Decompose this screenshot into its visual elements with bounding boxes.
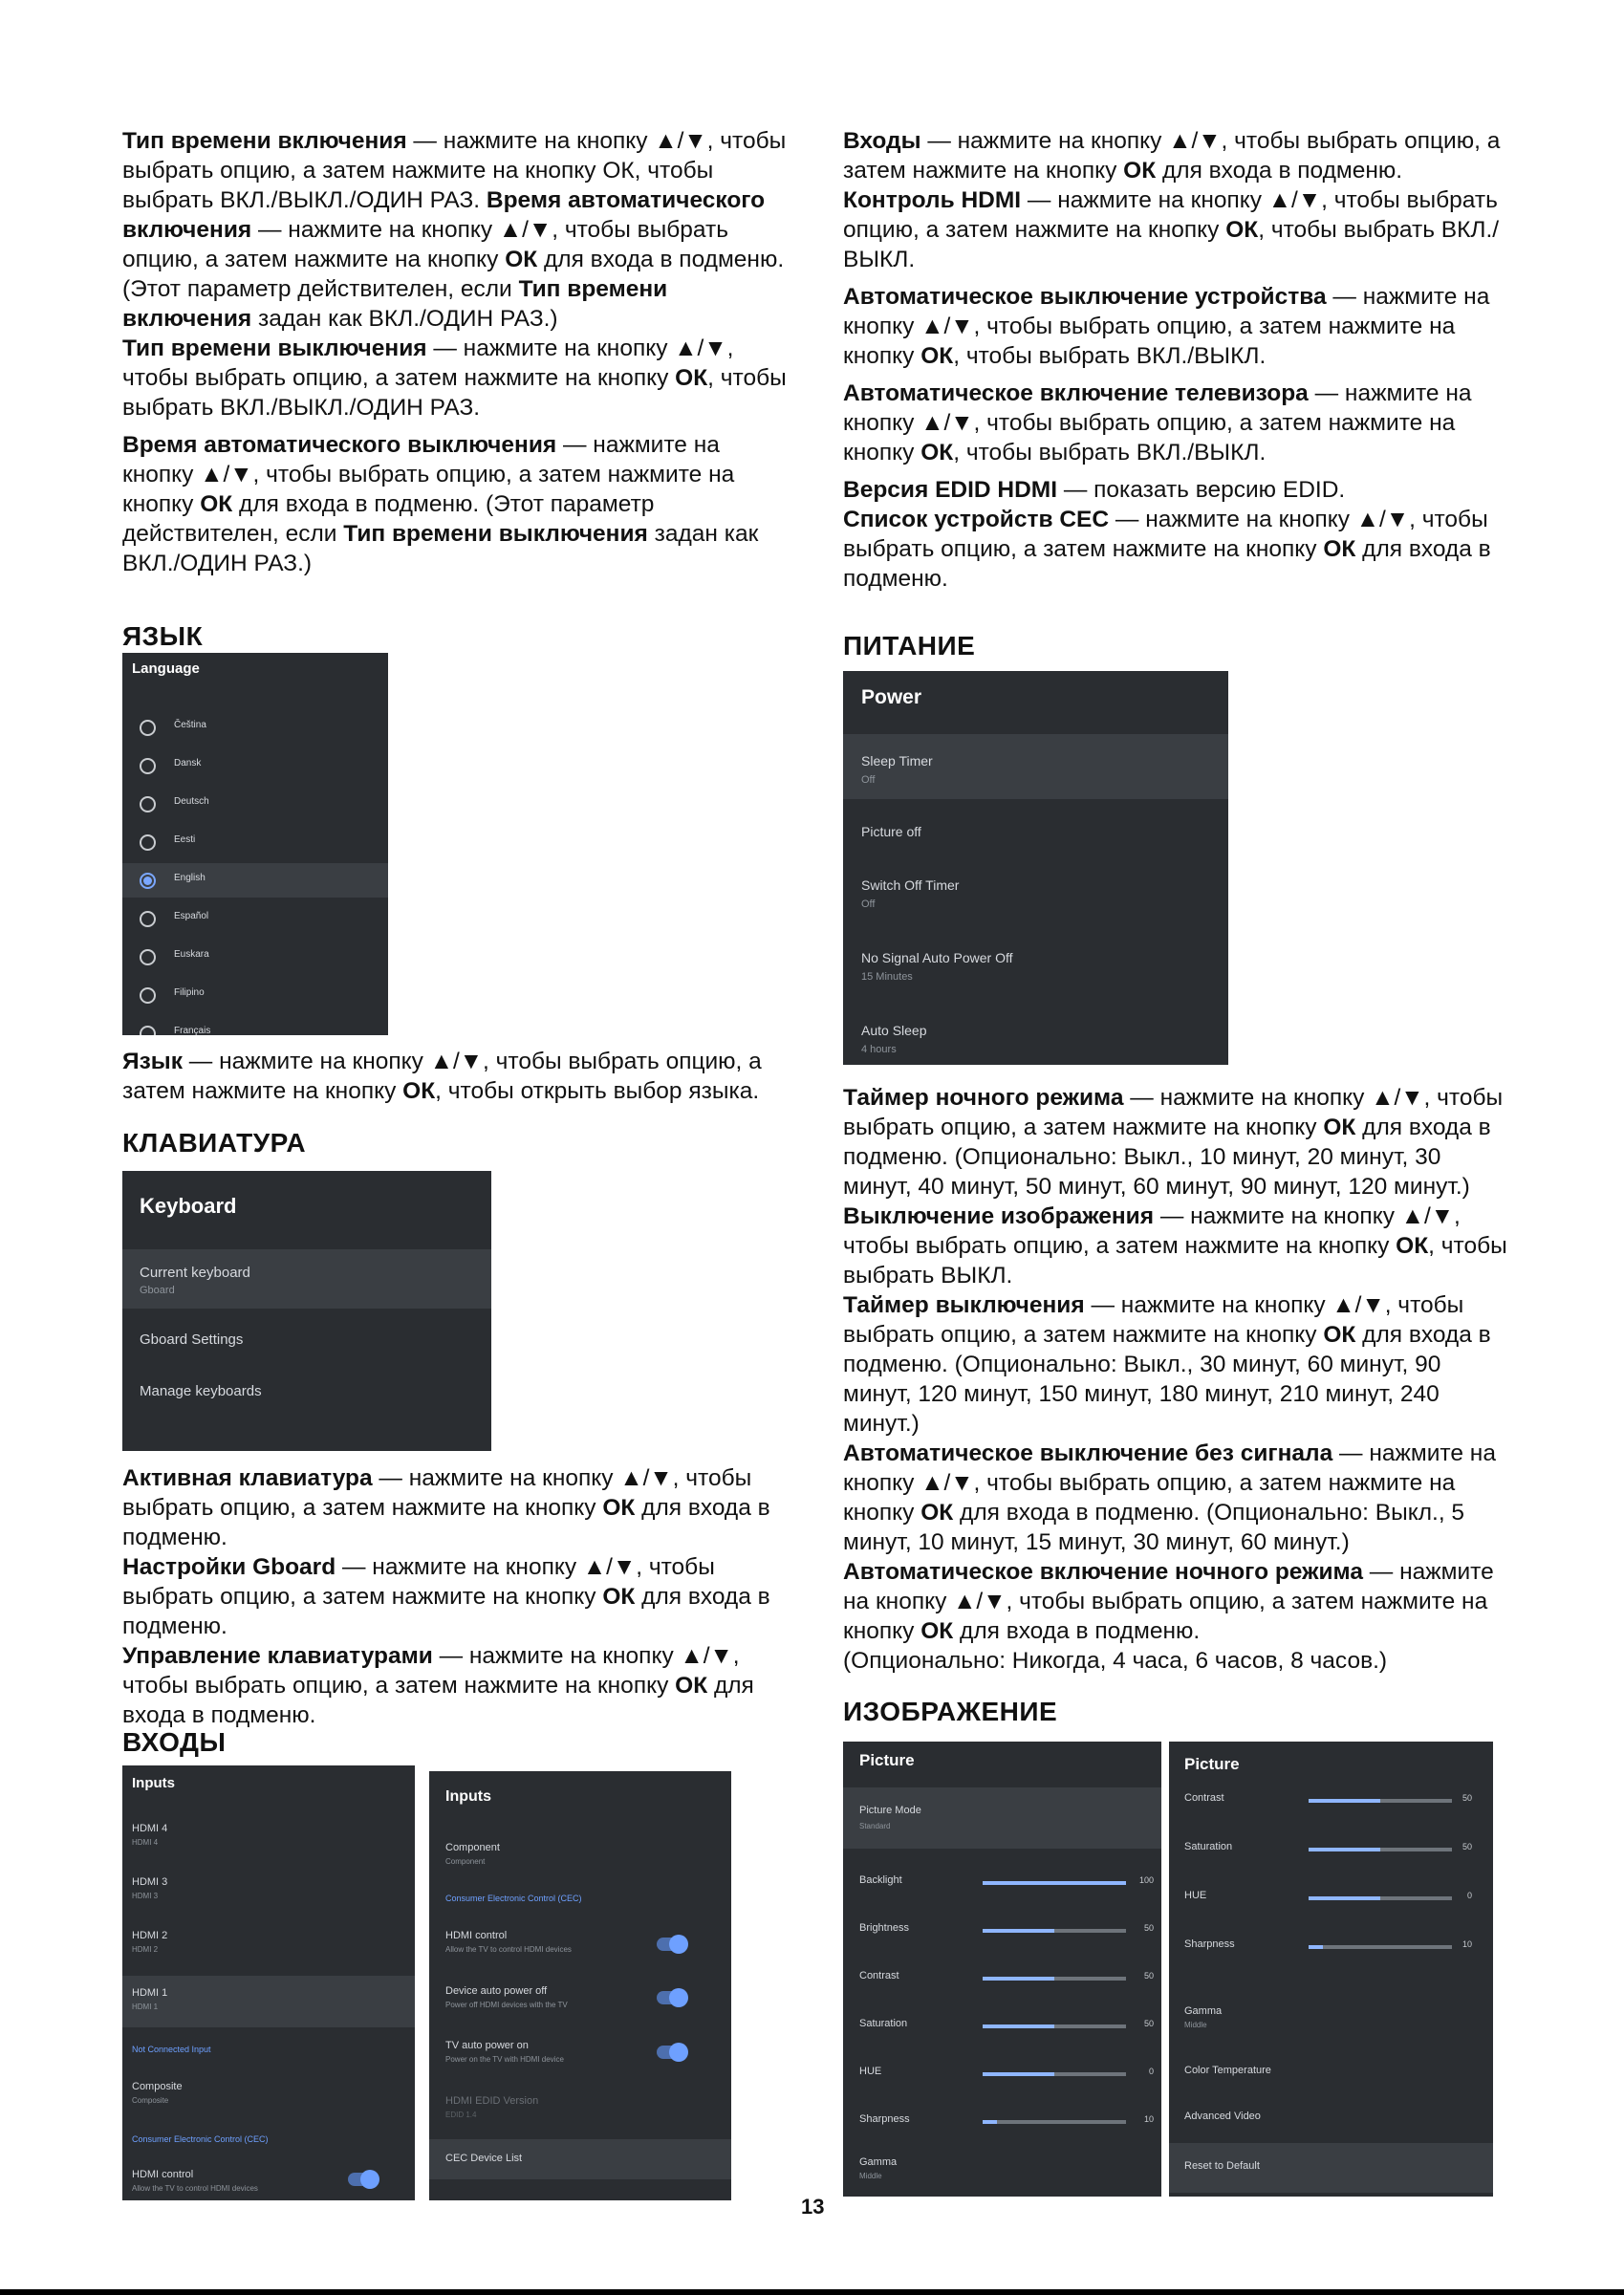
slider-value: 50	[1143, 1971, 1154, 1981]
power-sleep-timer[interactable]: Sleep Timer Off	[843, 734, 1228, 799]
paragraph-auto-off-time: Время автоматического выключения — нажмите на кнопку ▲/▼, чтобы выбрать опцию, а затем нажмите на кнопку ОК для входа в подменю. (Этот параметр действителен, если Тип времени выключения задан как ВКЛ./ОДИН РАЗ.)	[122, 432, 759, 576]
heading-picture: ИЗОБРАЖЕНИЕ	[843, 1697, 1058, 1726]
picture-panel-2-title: Picture	[1184, 1755, 1240, 1773]
inputs-panel-1-title: Inputs	[132, 1775, 175, 1791]
picture-slider-row[interactable]	[843, 2012, 1161, 2041]
bottom-border	[0, 2289, 1624, 2295]
keyboard-panel-title: Keyboard	[140, 1194, 237, 1218]
language-option-label: Eesti	[174, 834, 196, 845]
slider-value: 0	[1148, 2067, 1154, 2076]
radio-icon[interactable]	[140, 720, 156, 736]
language-option[interactable]	[122, 787, 388, 821]
power-panel	[843, 671, 1228, 1065]
slider-track[interactable]	[983, 1977, 1126, 1981]
radio-icon[interactable]	[140, 834, 156, 851]
picture-mode-row[interactable]: Picture Mode Standard	[843, 1787, 1161, 1849]
picture-slider-row[interactable]	[1169, 1884, 1493, 1913]
inputs-section-cec: Consumer Electronic Control (CEC)	[132, 2134, 269, 2144]
paragraph-power-off-type: Тип времени выключения — нажмите на кнопку ▲/▼, чтобы выбрать опцию, а затем нажмите на кнопку ОК, чтобы выбрать ВКЛ./ВЫКЛ./ОДИН РАЗ.	[122, 336, 787, 421]
language-option[interactable]	[122, 901, 388, 936]
heading-language: ЯЗЫК	[122, 621, 204, 651]
language-option-label: Français	[174, 1026, 211, 1035]
picture2-reset-default[interactable]: Reset to Default	[1169, 2143, 1493, 2193]
slider-fill	[1309, 1896, 1380, 1900]
picture-slider-row[interactable]	[843, 1916, 1161, 1945]
slider-value: 50	[1143, 2019, 1154, 2028]
slider-label: Sharpness	[1184, 1938, 1235, 1950]
hdmi-control-toggle[interactable]	[348, 2173, 377, 2186]
language-option[interactable]	[122, 978, 388, 1012]
keyboard-panel	[122, 1171, 491, 1451]
input-hdmi-control[interactable]: HDMI control Allow the TV to control HDMI devices	[122, 2167, 415, 2200]
picture-panel-1	[843, 1742, 1161, 2197]
picture-gamma-row[interactable]: Gamma Middle	[859, 2156, 898, 2180]
slider-label: Brightness	[859, 1922, 909, 1934]
language-option-label: Filipino	[174, 987, 205, 998]
language-option[interactable]	[122, 710, 388, 745]
radio-icon[interactable]	[140, 758, 156, 774]
picture-slider-row[interactable]	[843, 1869, 1161, 1897]
input-component[interactable]: Component Component	[445, 1842, 500, 1866]
inputs-panel-2-title: Inputs	[445, 1788, 491, 1805]
slider-track[interactable]	[1309, 1799, 1452, 1803]
slider-label: Saturation	[1184, 1841, 1233, 1852]
slider-track[interactable]	[1309, 1848, 1452, 1851]
language-option-label: Čeština	[174, 720, 206, 730]
slider-label: Sharpness	[859, 2113, 910, 2125]
input-hdmi2[interactable]: HDMI 2 HDMI 2	[132, 1930, 168, 1954]
slider-value: 50	[1462, 1842, 1472, 1851]
picture-slider-row[interactable]	[843, 2060, 1161, 2089]
input-tv-auto-power-on[interactable]: TV auto power on Power on the TV with HDMI device	[429, 2036, 731, 2074]
radio-icon[interactable]	[140, 796, 156, 812]
radio-icon[interactable]	[140, 987, 156, 1004]
keyboard-gboard-settings-row[interactable]: Gboard Settings	[140, 1332, 244, 1348]
input-composite[interactable]: Composite Composite	[132, 2081, 183, 2105]
slider-fill	[1309, 1848, 1380, 1851]
slider-label: Contrast	[1184, 1792, 1224, 1804]
picture-panel-1-title: Picture	[859, 1751, 915, 1769]
keyboard-description: Активная клавиатура — нажмите на кнопку ▲/▼, чтобы выбрать опцию, а затем нажмите на кнопку ОК для входа в подменю. Настройки Gboard — нажмите на кнопку ▲/▼, чтобы выбрать опцию, а затем нажмите на кнопку ОК для входа в подменю. Управление клавиатурами — нажмите на кнопку ▲/▼, чтобы выбрать опцию, а затем нажмите на кнопку ОК для входа в подменю.	[122, 1465, 770, 1728]
picture-slider-row[interactable]	[843, 1964, 1161, 1993]
slider-fill	[1309, 1799, 1380, 1803]
language-option[interactable]	[122, 940, 388, 974]
language-option-label: English	[174, 873, 206, 883]
power-switch-off-timer[interactable]: Switch Off Timer Off	[861, 877, 960, 910]
power-picture-off[interactable]: Picture off	[861, 824, 921, 839]
picture2-advanced-video[interactable]: Advanced Video	[1184, 2111, 1261, 2122]
hdmi-control-toggle-2[interactable]	[657, 1938, 685, 1951]
picture-slider-row[interactable]	[1169, 1933, 1493, 1961]
slider-label: HUE	[859, 2066, 882, 2077]
slider-label: HUE	[1184, 1890, 1207, 1901]
left-column	[122, 126, 791, 578]
picture-slider-row[interactable]	[1169, 1835, 1493, 1864]
slider-track[interactable]	[983, 2120, 1126, 2124]
tv-auto-power-on-toggle[interactable]	[657, 2046, 685, 2059]
language-option-label: Euskara	[174, 949, 209, 960]
slider-track[interactable]	[983, 1881, 1126, 1885]
power-panel-title: Power	[861, 686, 922, 708]
picture2-gamma-row[interactable]: Gamma Middle	[1184, 2005, 1223, 2029]
power-auto-sleep[interactable]: Auto Sleep 4 hours	[861, 1023, 927, 1055]
picture-slider-row[interactable]	[843, 2108, 1161, 2136]
page-number: 13	[801, 2195, 825, 2219]
input-edid-version: HDMI EDID Version EDID 1.4	[445, 2095, 539, 2119]
inputs2-section-cec: Consumer Electronic Control (CEC)	[445, 1894, 582, 1903]
slider-value: 50	[1462, 1793, 1472, 1803]
keyboard-current-row[interactable]: Current keyboard Gboard	[122, 1249, 491, 1309]
language-option[interactable]	[122, 825, 388, 859]
radio-icon[interactable]	[140, 949, 156, 965]
slider-fill	[983, 2072, 1054, 2076]
slider-track[interactable]	[983, 1929, 1126, 1933]
paragraph-power-on-type: Тип времени включения — нажмите на кнопку ▲/▼, чтобы выбрать опцию, а затем нажмите на кнопку ОК, чтобы выбрать ВКЛ./ВЫКЛ./ОДИН РАЗ. Время автоматического включения — нажмите на кнопку ▲/▼, чтобы выбрать опцию, а затем нажмите на кнопку ОК для входа в подменю. (Этот параметр действителен, если Тип времени включения задан как ВКЛ./ОДИН РАЗ.)	[122, 128, 787, 332]
right-column: Входы — нажмите на кнопку ▲/▼, чтобы выбрать опцию, а затем нажмите на кнопку ОК для входа в подменю. Контроль HDMI — нажмите на кнопку ▲/▼, чтобы выбрать опцию, а затем нажмите на кнопку ОК, чтобы выбрать ВКЛ./ВЫКЛ. Автоматическое выключение устройства — нажмите на кнопку ▲/▼, чтобы выбрать опцию, а затем нажмите на кнопку ОК, чтобы выбрать ВКЛ./ВЫКЛ. Автоматическое включение телевизора — нажмите на кнопку ▲/▼, чтобы выбрать опцию, а затем нажмите на кнопку ОК, чтобы выбрать ВКЛ./ВЫКЛ. Версия EDID HDMI — показать версию EDID. Список устройств CEC — нажмите на кнопку ▲/▼, чтобы выбрать опцию, а затем нажмите на кнопку ОК для входа в подменю.	[843, 128, 1501, 592]
slider-track[interactable]	[983, 2024, 1126, 2028]
input-hdmi4[interactable]: HDMI 4 HDMI 4	[132, 1823, 168, 1847]
radio-icon[interactable]	[140, 1026, 156, 1035]
slider-value: 0	[1466, 1891, 1472, 1900]
slider-fill	[983, 2024, 1054, 2028]
picture-slider-row[interactable]	[1169, 1786, 1493, 1815]
slider-fill	[1309, 1945, 1323, 1949]
power-no-signal-auto-off[interactable]: No Signal Auto Power Off 15 Minutes	[861, 950, 1013, 983]
inputs-section-not-connected: Not Connected Input	[132, 2045, 211, 2054]
slider-label: Backlight	[859, 1874, 902, 1886]
input2-hdmi-control[interactable]: HDMI control Allow the TV to control HDMI devices	[429, 1926, 731, 1964]
language-option[interactable]	[122, 748, 388, 783]
keyboard-manage-row[interactable]: Manage keyboards	[140, 1383, 262, 1399]
slider-label: Saturation	[859, 2018, 908, 2029]
language-panel-title: Language	[132, 660, 200, 677]
picture-panel-2	[1169, 1742, 1493, 2197]
slider-fill	[983, 1929, 1054, 1933]
power-description: Таймер ночного режима — нажмите на кнопку ▲/▼, чтобы выбрать опцию, а затем нажмите на кнопку ОК для входа в подменю. (Опционально: Выкл., 10 минут, 20 минут, 30 минут, 40 минут, 50 минут, 60 минут, 90 минут, 120 минут.) Выключение изображения — нажмите на кнопку ▲/▼, чтобы выбрать опцию, а затем нажмите на кнопку ОК, чтобы выбрать ВЫКЛ. Таймер выключения — нажмите на кнопку ▲/▼, чтобы выбрать опцию, а затем нажмите на кнопку ОК для входа в подменю. (Опционально: Выкл., 30 минут, 60 минут, 90 минут, 120 минут, 150 минут, 180 минут, 210 минут, 240 минут.) Автоматическое выключение без сигнала — нажмите на кнопку ▲/▼, чтобы выбрать опцию, а затем нажмите на кнопку ОК для входа в подменю. (Опционально: Выкл., 5 минут, 10 минут, 15 минут, 30 минут, 60 минут.) Автоматическое включение ночного режима — нажмите на кнопку ▲/▼, чтобы выбрать опцию, а затем нажмите на кнопку ОК для входа в подменю. (Опционально: Никогда, 4 часа, 6 часов, 8 часов.)	[843, 1085, 1507, 1674]
inputs-panel-2	[429, 1771, 731, 2200]
input-hdmi1[interactable]: HDMI 1 HDMI 1	[122, 1976, 415, 2027]
slider-value: 10	[1462, 1939, 1472, 1949]
heading-keyboard: КЛАВИАТУРА	[122, 1128, 307, 1158]
picture2-color-temperature[interactable]: Color Temperature	[1184, 2065, 1271, 2076]
language-panel	[122, 653, 388, 1035]
radio-icon[interactable]	[140, 873, 156, 889]
slider-fill	[983, 1977, 1054, 1981]
device-auto-power-off-toggle[interactable]	[657, 1991, 685, 2004]
input-device-auto-power-off[interactable]: Device auto power off Power off HDMI devices with the TV	[429, 1981, 731, 2020]
language-option-label: Español	[174, 911, 209, 921]
inputs-panel-1	[122, 1765, 415, 2200]
slider-value: 100	[1138, 1875, 1154, 1885]
language-option-label: Dansk	[174, 758, 202, 769]
language-option-label: Deutsch	[174, 796, 209, 807]
slider-value: 50	[1143, 1923, 1154, 1933]
slider-track[interactable]	[1309, 1945, 1452, 1949]
slider-value: 10	[1143, 2114, 1154, 2124]
slider-track[interactable]	[1309, 1896, 1452, 1900]
language-option[interactable]	[122, 863, 388, 898]
slider-track[interactable]	[983, 2072, 1126, 2076]
language-description: Язык — нажмите на кнопку ▲/▼, чтобы выбрать опцию, а затем нажмите на кнопку ОК, чтобы открыть выбор языка.	[122, 1049, 762, 1104]
slider-label: Contrast	[859, 1970, 899, 1981]
slider-fill	[983, 2120, 997, 2124]
language-option[interactable]	[122, 1016, 388, 1035]
slider-fill	[983, 1881, 1126, 1885]
heading-inputs: ВХОДЫ	[122, 1727, 227, 1757]
input-cec-device-list[interactable]: CEC Device List	[429, 2139, 731, 2179]
input-hdmi3[interactable]: HDMI 3 HDMI 3	[132, 1876, 168, 1900]
heading-power: ПИТАНИЕ	[843, 631, 976, 660]
radio-icon[interactable]	[140, 911, 156, 927]
